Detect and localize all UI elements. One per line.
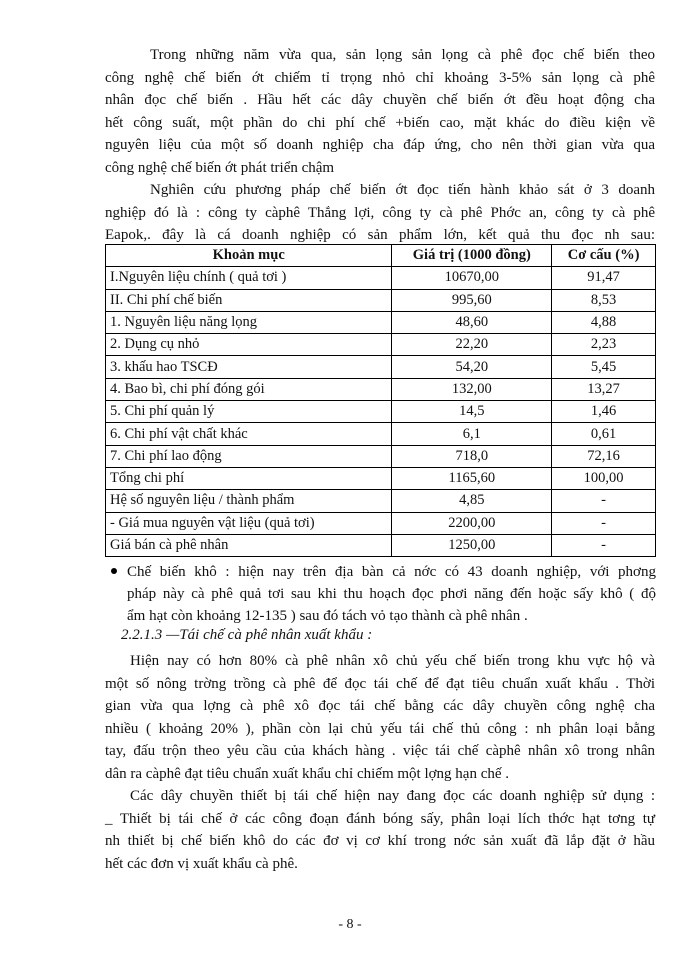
cell-item: 2. Dụng cụ nhỏ xyxy=(106,334,392,356)
cell-item: - Giá mua nguyên vật liệu (quả tơi) xyxy=(106,512,392,534)
text-line: Hiện nay có hơn 80% cà phê nhân xô chủ yếu chế biến trong khu vực hộ và xyxy=(130,653,655,669)
research-paragraph xyxy=(105,179,655,247)
text-line: Các dây chuyền thiết bị tái chế hiện nay đang đọc các doanh nghiệp sử dụng : xyxy=(130,788,655,804)
text-line: Eapok,. đây là cá doanh nghiệp có sản phẩm lớn, kết quả thu đọc nh sau: xyxy=(105,227,655,243)
cell-item: Tổng chi phí xyxy=(106,467,392,489)
header-value: Giá trị (1000 đồng) xyxy=(392,245,552,267)
table-row xyxy=(106,356,656,378)
cell-value: 132,00 xyxy=(392,378,552,400)
cell-item: 5. Chi phí quản lý xyxy=(106,401,392,423)
text-line: tay, đấu trộn theo yêu cầu của khách hàng . việc tái chế càphê nhân xô trong nhân xyxy=(105,743,655,759)
cell-share: 100,00 xyxy=(552,467,656,489)
cell-value: 2200,00 xyxy=(392,512,552,534)
page-number: - 8 - xyxy=(338,917,362,932)
text-line: ẩm hạt còn khoảng 12-135 ) sau đó tách vỏ tạo thành cà phê nhân . xyxy=(127,608,528,624)
text-line: Chế biến khô : hiện nay trên địa bàn cả nớc có 43 doanh nghiệp, với phơng xyxy=(127,564,656,580)
text-line: hết các đơn vị xuất khẩu cà phê. xyxy=(105,855,298,872)
table-row xyxy=(106,467,656,489)
cell-share: 0,61 xyxy=(552,423,656,445)
cell-item: 3. khấu hao TSCĐ xyxy=(106,356,392,378)
table-row xyxy=(106,267,656,289)
header-item: Khoản mục xyxy=(106,245,392,267)
cell-share: - xyxy=(552,512,656,534)
text-line: nguyên liệu của một số doanh nghiệp cha đáp ứng, cho nên thời gian vừa qua xyxy=(105,137,655,153)
cell-item: 6. Chi phí vật chất khác xyxy=(106,423,392,445)
cell-share: 91,47 xyxy=(552,267,656,289)
cell-item: Giá bán cà phê nhân xyxy=(106,534,392,556)
cell-share: - xyxy=(552,490,656,512)
cell-value: 995,60 xyxy=(392,289,552,311)
bullet-icon xyxy=(111,568,117,574)
bullet-item-dry-processing xyxy=(105,561,656,627)
text-line: nhân đọc chế biến . Hầu hết các dây chuyền chế biến ớt đều hoạt động cha xyxy=(105,92,655,108)
text-line: công nghệ chế biến ớt chiếm tỉ trọng nhỏ chỉ khoảng 3-5% sản lọng cà phê xyxy=(105,69,655,86)
table-row xyxy=(106,401,656,423)
text-line: dân ra càphê đạt tiêu chuẩn xuất khẩu chỉ chiếm một lợng hạn chế . xyxy=(105,765,510,782)
cell-value: 22,20 xyxy=(392,334,552,356)
equipment-paragraph xyxy=(105,785,655,875)
cell-share: 5,45 xyxy=(552,356,656,378)
cell-item: I.Nguyên liệu chính ( quả tơi ) xyxy=(106,267,392,289)
cell-item: 4. Bao bì, chi phí đóng gói xyxy=(106,378,392,400)
cell-share: 4,88 xyxy=(552,311,656,333)
cell-value: 10670,00 xyxy=(392,267,552,289)
cell-value: 718,0 xyxy=(392,445,552,467)
table-header-row xyxy=(106,245,656,267)
table-row xyxy=(106,378,656,400)
cell-item: 1. Nguyên liệu năng lọng xyxy=(106,311,392,333)
table-row xyxy=(106,490,656,512)
text-line: nh thiết bị chế biến khô do các đơ vị cơ khí trong nớc sản xuất đã lắp đặt ở hầu xyxy=(105,833,655,849)
text-line: gian vừa qua lợng cà phê xô đọc tái chế bằng các dây chuyền công nghệ cha xyxy=(105,698,655,714)
text-line: Trong những năm vừa qua, sản lọng sản lọng cà phê đọc chế biến theo xyxy=(150,47,655,63)
table-row xyxy=(106,311,656,333)
cell-share: 72,16 xyxy=(552,445,656,467)
text-line: pháp này cà phê quả tơi sau khi thu hoạch đọc phơi năng đến hoặc sấy khô ( độ xyxy=(127,586,656,602)
table-row xyxy=(106,445,656,467)
table-row xyxy=(106,423,656,445)
cell-item: Hệ số nguyên liệu / thành phẩm xyxy=(106,490,392,512)
text-line: công nghệ chế biến ớt phát triển chậm xyxy=(105,159,335,176)
text-line: hết công suất, một phần do chi phí chế +biến cao, mặt khác do điều kiện về xyxy=(105,114,655,131)
cell-value: 14,5 xyxy=(392,401,552,423)
cell-item: 7. Chi phí lao động xyxy=(106,445,392,467)
intro-paragraph xyxy=(105,44,655,179)
table-row xyxy=(106,334,656,356)
cell-share: 8,53 xyxy=(552,289,656,311)
text-line: _ Thiết bị tái chế ở các công đoạn đánh bóng sấy, phân loại lích thớc hạt tơng tự xyxy=(105,810,655,827)
cell-value: 54,20 xyxy=(392,356,552,378)
text-line: một số nông trờng trồng cà phê để đọc tái chế để đạt tiêu chuẩn xuất khẩu . Thời xyxy=(105,675,655,692)
cell-share: 13,27 xyxy=(552,378,656,400)
cell-value: 1250,00 xyxy=(392,534,552,556)
cell-share: 1,46 xyxy=(552,401,656,423)
cell-value: 1165,60 xyxy=(392,467,552,489)
cell-item: II. Chi phí chế biến xyxy=(106,289,392,311)
section-heading: 2.2.1.3 —Tái chế cà phê nhân xuất khẩu : xyxy=(121,627,373,643)
cell-share: - xyxy=(552,534,656,556)
cell-share: 2,23 xyxy=(552,334,656,356)
cell-value: 48,60 xyxy=(392,311,552,333)
table-row xyxy=(106,512,656,534)
table-row xyxy=(106,289,656,311)
text-line: nghiệp đó là : công ty càphê Thắng lợi, công ty cà phê Phớc an, công ty cà phê xyxy=(105,204,655,221)
cost-structure-table xyxy=(105,244,656,557)
table-row xyxy=(106,534,656,556)
cell-value: 4,85 xyxy=(392,490,552,512)
text-line: Nghiên cứu phương pháp chế biến ớt đọc tiến hành khảo sát ở 3 doanh xyxy=(150,182,655,198)
reprocessing-paragraph xyxy=(105,650,655,785)
cell-value: 6,1 xyxy=(392,423,552,445)
text-line: nhiều ( khoảng 20% ), phần còn lại chủ yếu tái chế thủ công : nh phân loại bằng xyxy=(105,720,655,737)
header-share: Cơ cấu (%) xyxy=(552,245,656,267)
